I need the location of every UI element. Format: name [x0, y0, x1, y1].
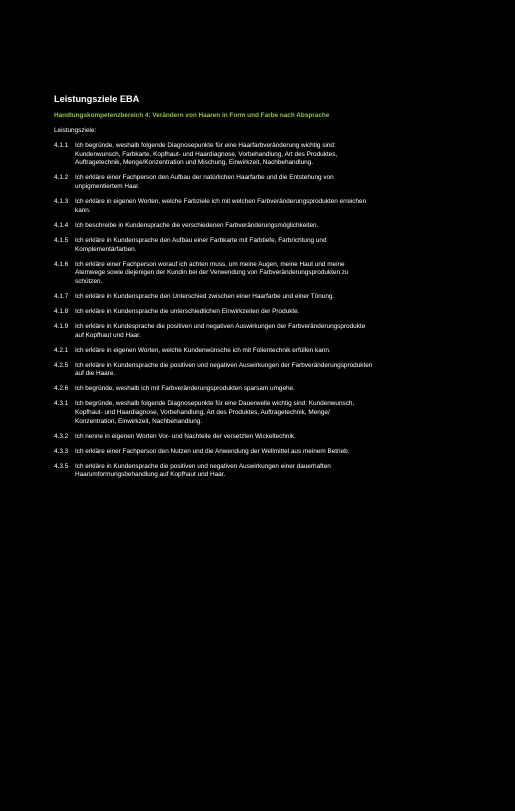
goal-list	[54, 142, 462, 480]
goal-number: 4.3.3	[54, 447, 69, 455]
goal-item	[54, 261, 462, 287]
competence-area-heading: Handlungskompetenzbereich 4: Verändern von Haaren in Form und Farbe nach Absprache	[54, 112, 330, 119]
goal-item	[54, 237, 462, 254]
goal-item	[54, 198, 462, 215]
goal-text: Ich erkläre in Kundensprache den Unterschied zwischen einer Haarfarbe und einer Tönung.	[75, 292, 335, 300]
goal-text: Ich erkläre einer Fachperson den Nutzen und die Anwendung der Wellmittel aus meinem Betrieb.	[75, 447, 350, 455]
goal-item	[54, 433, 462, 442]
goal-number: 4.1.6	[54, 260, 69, 268]
goal-item	[54, 142, 462, 168]
goal-text: Ich erkläre in eigenen Worten, welche Farbziele ich mit welchen Farbveränderungsprodukten erreichen kann.	[75, 198, 367, 214]
goal-text: Ich erkläre in Kundensprache die positiven und negativen Auswirkungen der Farbveränderungsprodukten auf die Haare.	[75, 361, 373, 378]
goal-item	[54, 347, 462, 356]
goal-number: 4.1.7	[54, 292, 69, 300]
goal-number: 4.1.5	[54, 236, 69, 244]
goal-text: Ich nenne in eigenen Worten Vor- und Nachteile der versetzten Wickeltechnik.	[75, 432, 296, 440]
goal-text: Ich erkläre einer Fachperson den Aufbau der natürlichen Haarfarbe und die Entstehung von unpigmentiertem Haar.	[75, 174, 334, 191]
goal-number: 4.1.1	[54, 142, 69, 149]
goal-number: 4.1.4	[54, 221, 69, 229]
goal-item	[54, 362, 462, 379]
goal-item	[54, 323, 462, 340]
goal-number: 4.2.6	[54, 385, 69, 393]
goal-number: 4.3.1	[54, 400, 69, 408]
goal-text: Ich erkläre in Kundensprache die unterschiedlichen Einwirkzeiten der Produkte.	[75, 307, 300, 315]
goal-item	[54, 293, 462, 302]
goal-text: Ich erkläre in Kundensprache den Aufbau einer Farbkarte mit Farbtiefe, Farbrichtung und Komplementärfarben.	[75, 236, 327, 253]
goal-number: 4.1.8	[54, 307, 69, 315]
goal-number: 4.1.3	[54, 198, 69, 206]
goal-text: Ich erkläre in eigenen Worten, welche Kundenwünsche ich mit Folientechnik erfüllen kann.	[75, 346, 331, 354]
goal-number: 4.3.5	[54, 462, 69, 470]
goal-text: Ich erkläre einer Fachperson worauf ich achten muss, um meine Augen, meine Haut und meine Atemwege sowie diejenigen der Kundin bei der Verwendung von Farbveränderungsprodukten zu schützen.	[75, 260, 349, 285]
goal-number: 4.2.5	[54, 361, 69, 369]
goals-label: Leistungsziele:	[54, 127, 97, 134]
page-title: Leistungsziele EBA	[54, 94, 140, 104]
goal-number: 4.1.2	[54, 174, 69, 182]
goal-item	[54, 308, 462, 317]
goal-number: 4.3.2	[54, 432, 69, 440]
goal-text: Ich begründe, weshalb ich mit Farbveränderungsprodukten sparsam umgehe.	[75, 385, 295, 393]
goal-item	[54, 222, 462, 231]
goal-text: Ich begründe, weshalb folgende Diagnosepunkte für eine Haarfarbveränderung wichtig sind: Kundenwunsch, Farbkarte, Kopfhaut- und Haardiagnose, Vorbehandlung, Art des Produktes, Auftragetechnik, Menge/Konzentration und Mischung, Einwirkzeit, Nachbehandlung.	[75, 142, 338, 167]
document-page	[54, 93, 462, 486]
goal-number: 4.2.1	[54, 346, 69, 354]
goal-text: Ich begründe, weshalb folgende Diagnosepunkte für eine Dauerwelle wichtig sind: Kundenwunsch, Kopfhaut- und Haardiagnose, Vorbehandlung, Art des Produktes, Auftragetechnik, Menge/ Konzentration, Einwirkzeit, Nachbehandlung.	[75, 400, 355, 425]
goal-item	[54, 448, 462, 457]
goal-text: Ich erkläre in Kundesprache die positiven und negativen Auswirkungen der Farbveränderungsprodukte auf Kopfhaut und Haar.	[75, 322, 366, 339]
goal-text: Ich beschreibe in Kundensprache die verschiedenen Farbveränderungsmöglichkeiten.	[75, 221, 319, 229]
goal-text: Ich erkläre in Kundensprache die positiven und negativen Auswirkungen einer dauerhaften Haarumformungsbehandlung auf Kopfhaut und Haar.	[75, 462, 331, 479]
goal-number: 4.1.9	[54, 322, 69, 330]
goal-item	[54, 463, 462, 480]
goal-item	[54, 174, 462, 191]
goal-item	[54, 400, 462, 426]
goal-item	[54, 385, 462, 394]
